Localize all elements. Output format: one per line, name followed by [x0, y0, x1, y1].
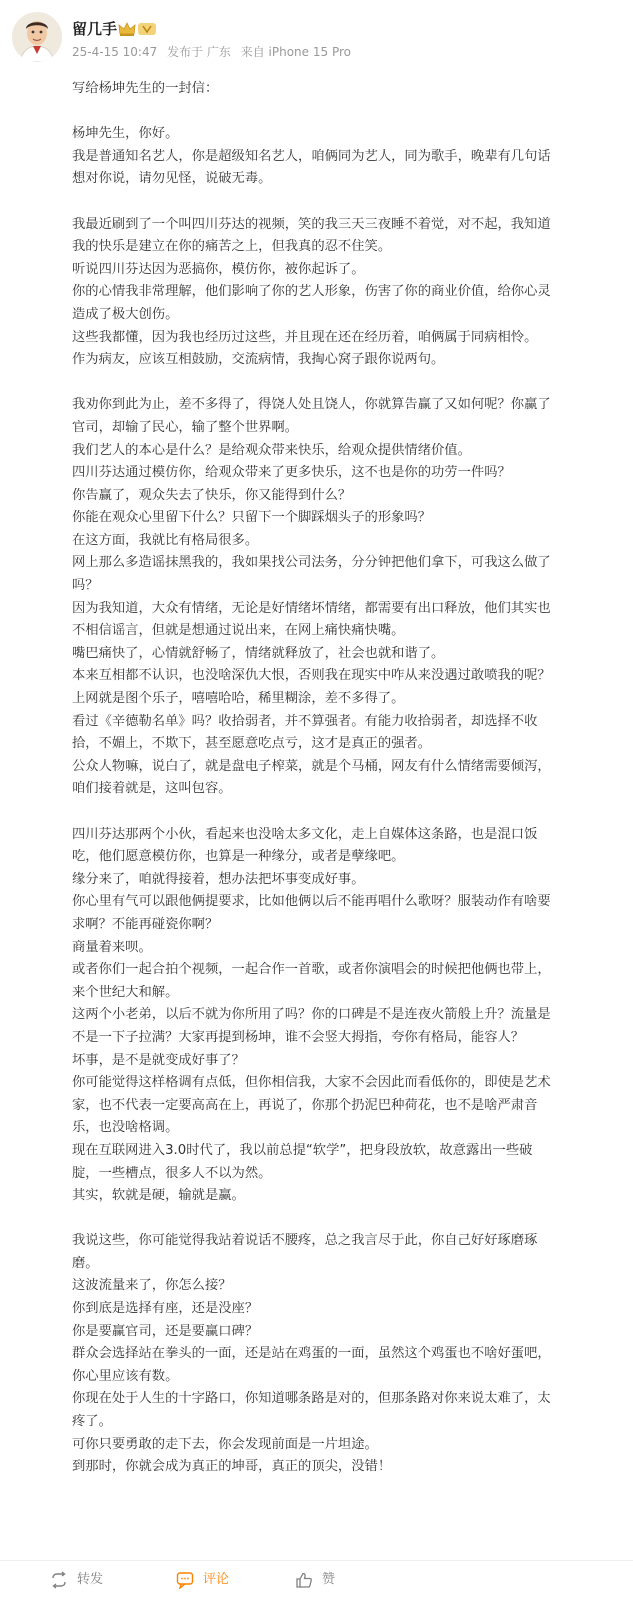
post-footer [0, 1560, 633, 1597]
post-text-line: 缘分来了，咱就得接着，想办法把坏事变成好事。 [72, 871, 365, 887]
post-text-line: 你告赢了，观众失去了快乐，你又能得到什么？ [72, 487, 352, 503]
post-text-line: 磨。 [72, 1255, 99, 1271]
post-text-line: 作为病友，应该互相鼓励，交流病情，我掏心窝子跟你说两句。 [72, 352, 445, 368]
post-text-line: 求啊？不能再碰瓷你啊？ [72, 916, 219, 932]
post-text-line: 吗？ [72, 578, 99, 594]
avatar[interactable] [12, 12, 62, 62]
post-text-line: 公众人物嘛，说白了，就是盘电子榨菜，就是个马桶，网友有什么情绪需要倾泻， [72, 758, 551, 774]
post-text-line: 你可能觉得这样格调有点低，但你相信我，大家不会因此而看低你的，即使是艺术 [72, 1075, 551, 1091]
post-text-line: 咱们接着就是，这叫包容。 [72, 781, 232, 797]
post-text-line: 坏事，是不是就变成好事了？ [72, 1052, 245, 1068]
post-text-line: 你的心情我非常理解，他们影响了你的艺人形象，伤害了你的商业价值，给你心灵 [72, 284, 551, 300]
post-text-line: 写给杨坤先生的一封信： [72, 81, 219, 96]
post-text-line: 网上那么多造谣抹黑我的，我如果找公司法务，分分钟把他们拿下，可我这么做了 [72, 555, 551, 571]
post-text-line: 家，也不代表一定要高高在上，再说了，你那个扔泥巴种荷花，也不是啥严肃音 [72, 1097, 538, 1113]
post-text-line: 想对你说，请勿见怪，说破无毒。 [72, 171, 272, 187]
post-text-line: 现在互联网进入3.0时代了，我以前总提“软学”，把身段放软，故意露出一些破 [72, 1142, 533, 1158]
avatar-image [12, 12, 62, 62]
blank-line [72, 801, 620, 824]
post-text-line: 到那时，你就会成为真正的坤哥，真正的顶尖，没错！ [72, 1459, 392, 1475]
post-text-line: 嘴巴痛快了，心情就舒畅了，情绪就释放了，社会也就和谐了。 [72, 645, 445, 661]
blank-line [72, 191, 620, 214]
username[interactable]: 留几手 [72, 20, 118, 38]
post-text-line: 我是普通知名艺人，你是超级知名艺人，咱俩同为艺人，同为歌手，晚辈有几句话 [72, 148, 551, 164]
post-text-line: 这些我都懂，因为我也经历过这些，并且现在还在经历着，咱俩属于同病相怜。 [72, 329, 538, 345]
post-content [72, 78, 620, 1479]
like-button[interactable] [295, 1570, 335, 1590]
post-date[interactable]: 25-4-15 10:47 [72, 45, 158, 59]
post-text-line: 腚，一些槽点，很多人不以为然。 [72, 1165, 272, 1181]
post-header [0, 0, 633, 72]
post-text-line: 你到底是选择有座，还是没座？ [72, 1301, 259, 1317]
like-label: 赞 [322, 1572, 336, 1587]
crown-icon [118, 21, 136, 37]
post-text-line: 可你只要勇敢的走下去，你会发现前面是一片坦途。 [72, 1436, 378, 1452]
post-text-line: 因为我知道，大众有情绪，无论是好情绪坏情绪，都需要有出口释放，他们其实也 [72, 600, 551, 616]
comment-label: 评论 [203, 1572, 230, 1587]
post-meta [72, 45, 357, 60]
post-text-line: 吃，他们愿意模仿你，也算是一种缘分，或者是孽缘吧。 [72, 849, 405, 865]
post-text-line: 或者你们一起合拍个视频，一起合作一首歌，或者你演唱会的时候把他俩也带上， [72, 962, 551, 978]
post-text-line: 你心里应该有数。 [72, 1368, 179, 1384]
blank-line [72, 372, 620, 395]
post-text-line: 不相信谣言，但就是想通过说出来，在网上痛快痛快嘴。 [72, 623, 405, 639]
post-text-line: 群众会选择站在拳头的一面，还是站在鸡蛋的一面，虽然这个鸡蛋也不啥好蛋吧， [72, 1346, 551, 1362]
repost-icon [50, 1571, 68, 1589]
post-text-line: 本来互相都不认识，也没啥深仇大恨，否则我在现实中咋从来没遇过敢喷我的呢？ [72, 668, 551, 684]
like-icon [295, 1571, 313, 1589]
post-text-line: 上网就是图个乐子，嘻嘻哈哈，稀里糊涂，差不多得了。 [72, 691, 405, 707]
post-text-line: 这两个小老弟，以后不就为你所用了吗？你的口碑是不是连夜火箭般上升？流量是 [72, 1007, 551, 1023]
post-text-line: 四川芬达通过模仿你，给观众带来了更多快乐，这不也是你的功劳一件吗？ [72, 465, 511, 481]
blank-line [72, 1208, 620, 1231]
post-text-line: 四川芬达那两个小伙，看起来也没啥太多文化，走上自媒体这条路，也是混口饭 [72, 826, 538, 842]
comment-button[interactable] [176, 1570, 229, 1590]
post-text-line: 其实，软就是硬，输就是赢。 [72, 1188, 245, 1204]
post-text-line: 你是要赢官司，还是要赢口碑？ [72, 1323, 259, 1339]
post-text-line: 你心里有气可以跟他俩提要求，比如他俩以后不能再唱什么歌呀？服装动作有啥要 [72, 894, 551, 910]
post-text-line: 在这方面，我就比有格局很多。 [72, 532, 259, 548]
post-text-line: 我说这些，你可能觉得我站着说话不腰疼，总之我言尽于此，你自己好好琢磨琢 [72, 1233, 538, 1249]
post-text-line: 造成了极大创伤。 [72, 306, 179, 322]
post-text-line: 乐，也没啥格调。 [72, 1120, 179, 1136]
post-device: 来自 iPhone 15 Pro [240, 45, 351, 59]
post-text-line: 我最近刷到了一个叫四川芬达的视频，笑的我三天三夜睡不着觉，对不起，我知道 [72, 216, 551, 232]
comment-icon [176, 1571, 194, 1589]
blank-line [72, 101, 620, 124]
post-text-line: 听说四川芬达因为恶搞你，模仿你，被你起诉了。 [72, 261, 365, 277]
post-text-line: 疼了。 [72, 1414, 112, 1430]
post-text-line: 看过《辛德勒名单》吗？收拾弱者，并不算强者。有能力收拾弱者，却选择不收 [72, 713, 538, 729]
post-text-line: 你现在处于人生的十字路口，你知道哪条路是对的，但那条路对你来说太难了，太 [72, 1391, 551, 1407]
post-text-line: 我的快乐是建立在你的痛苦之上，但我真的忍不住笑。 [72, 239, 392, 255]
post-text-line: 来个世纪大和解。 [72, 984, 179, 1000]
post-text-line: 拾，不媚上，不欺下，甚至愿意吃点亏，这才是真正的强者。 [72, 736, 432, 752]
post-text-line: 杨坤先生，你好。 [72, 126, 179, 142]
repost-label: 转发 [77, 1572, 104, 1587]
repost-button[interactable] [50, 1570, 103, 1590]
post-text-line: 你能在观众心里留下什么？只留下一个脚踩烟头子的形象吗？ [72, 510, 432, 526]
post-text-line: 这波流量来了，你怎么接？ [72, 1278, 232, 1294]
post-text-line: 我们艺人的本心是什么？是给观众带来快乐，给观众提供情绪价值。 [72, 442, 471, 458]
post-text-line: 商量着来呗。 [72, 939, 152, 955]
post-text-line: 我劝你到此为止，差不多得了，得饶人处且饶人，你就算告赢了又如何呢？你赢了 [72, 397, 551, 413]
vip-badge-icon [138, 23, 156, 35]
post-location: 发布于 广东 [167, 45, 231, 59]
post-text-line: 官司，却输了民心，输了整个世界啊。 [72, 419, 299, 435]
post-text-line: 不是一下子拉满？大家再提到杨坤，谁不会竖大拇指，夸你有格局，能容人？ [72, 1029, 525, 1045]
